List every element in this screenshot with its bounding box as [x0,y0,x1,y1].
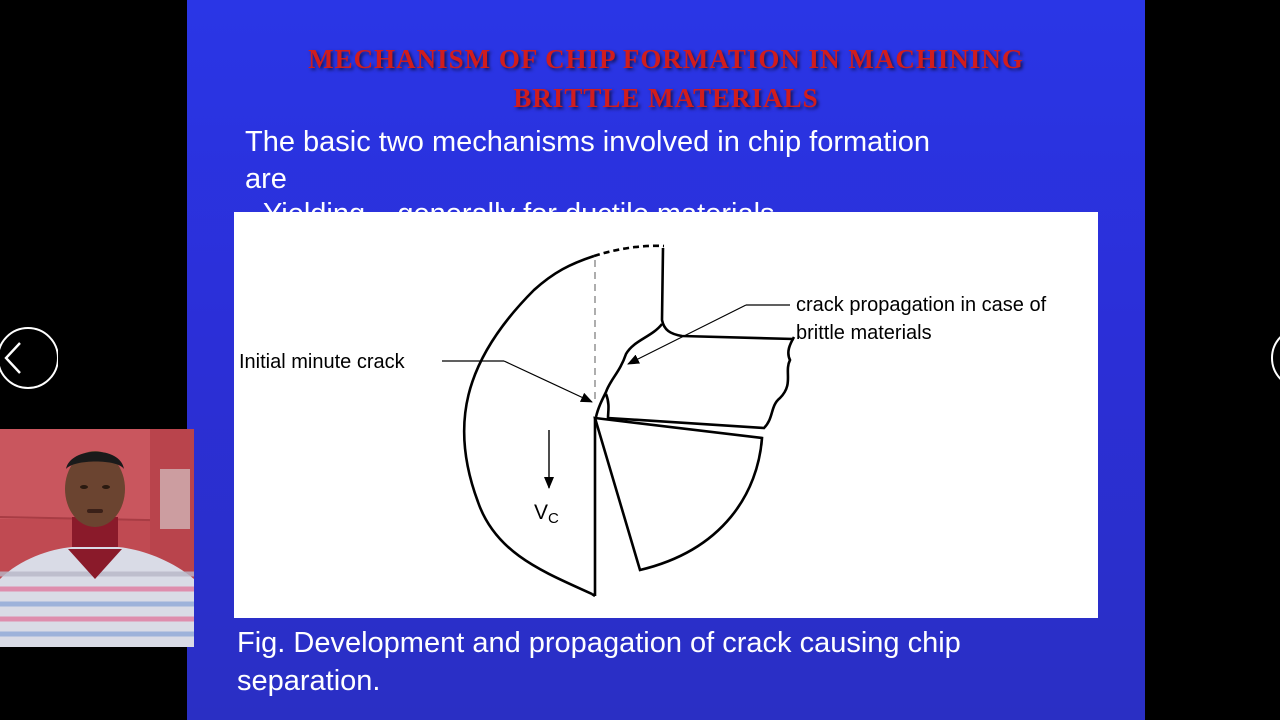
figure-crack-diagram [234,212,1098,618]
workpiece-dashed-top [594,246,664,256]
workpiece-bottom [592,594,595,596]
next-slide-button[interactable] [1268,313,1280,403]
caption-line-2: separation. [237,665,381,697]
propagation-arrow [628,305,746,364]
slide-title-line-1: MECHANISM OF CHIP FORMATION IN MACHINING [308,44,1024,74]
label-velocity-subscript: C [548,510,559,527]
intro-line-1: The basic two mechanisms involved in chip formation [245,126,931,158]
crack-diagram-svg [234,212,1098,618]
label-propagation-line-2: brittle materials [796,322,932,344]
chevron-right-icon [1268,313,1280,403]
intro-line-2: are [245,163,287,195]
caption-line-1: Fig. Development and propagation of crack causing chip [237,627,961,659]
crack-surface [606,337,794,428]
slide-title-line-2: BRITTLE MATERIALS [513,83,819,113]
chevron-left-icon [0,313,58,403]
label-velocity-symbol: V [534,501,549,524]
previous-slide-button[interactable] [0,313,58,403]
slide-title [187,40,1145,118]
label-initial-crack: Initial minute crack [239,351,405,373]
intro-text [245,124,1065,198]
chip-wedge [595,418,762,570]
crack-path [596,324,662,417]
figure-caption [237,624,1117,700]
workpiece-outline [464,256,594,594]
chip-segment-edge [662,248,794,339]
presenter-video-icon [0,429,194,647]
webcam-overlay [0,429,194,647]
initial-crack-arrow [504,361,592,402]
label-propagation-line-1: crack propagation in case of [796,294,1047,316]
label-velocity [534,501,559,527]
presentation-slide [187,0,1145,720]
